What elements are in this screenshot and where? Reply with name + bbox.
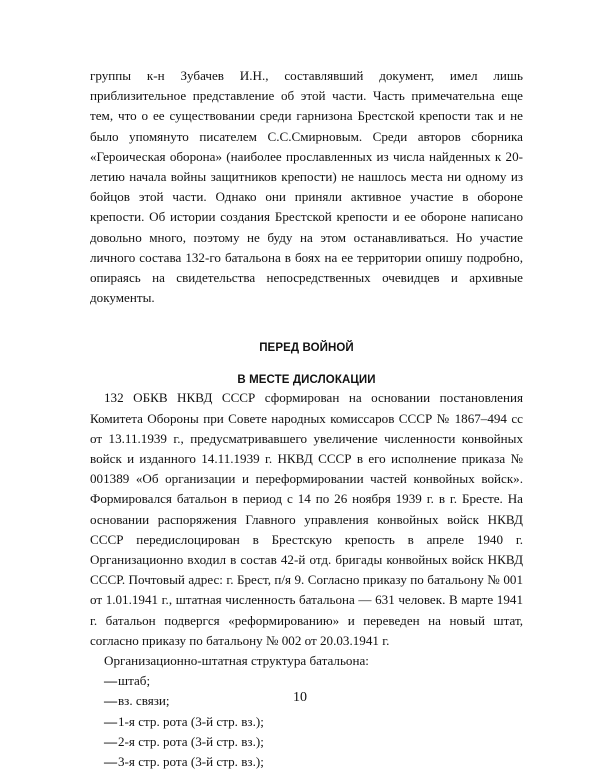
subsection-heading: В МЕСТЕ ДИСЛОКАЦИИ [237, 374, 376, 387]
main-paragraph: 132 ОБКВ НКВД СССР сформирован на основании постановления Комитета Обороны при Совете народных комиссаров СССР № 1867–494 сс от 13.11.1939 г., предусматривавшего увеличение численности конвойных войск и изданного 14.11.1939 г. НКВД СССР в его исполнение приказа № 001389 «Об организации и переформировании частей конвойных войск». Формировался батальон в период с 14 по 26 ноября 1939 г. в г. Бресте. На основании распоряжения Главного управления конвойных войск НКВД СССР передислоцирован в Брестскую крепость в апреле 1940 г. Организационно входил в состав 42-й отд. бригады конвойных войск НКВД СССР. Почтовый адрес: г. Брест, п/я 9. Согласно приказу по батальону № 001 от 1.01.1941 г., штатная численность батальона — 631 человек. В марте 1941 г. батальон подвергся «реформированию» и переведен на новый штат, согласно приказу по батальону № 002 от 20.03.1941 г. [90, 390, 523, 648]
list-item [90, 712, 523, 732]
page-body [90, 66, 523, 772]
list-item [90, 732, 523, 752]
list-item-text: штаб; [118, 673, 151, 689]
list-dash: — [104, 673, 118, 689]
section-heading: ПЕРЕД ВОЙНОЙ [259, 342, 354, 355]
page-number: 10 [293, 690, 307, 705]
list-item-text: 1-я стр. рота (3-й стр. вз.); [118, 713, 264, 729]
list-dash: — [104, 693, 118, 709]
intro-paragraph: группы к-н Зубачев И.Н., составлявший документ, имел лишь приблизительное представление об этой части. Часть примечательна еще тем, что о ее существовании среди гарнизона Брестской крепости так и не было упомянуто писателем С.С.Смирновым. Среди авторов сборника «Героическая оборона» (наиболее прославленных из числа найденных к 20-летию начала войны защитников крепости) не нашлось места ни одному из бойцов этой части. Однако они приняли активное участие в обороне крепости. Об истории создания Брестской крепости и ее обороне написано довольно много, поэтому не буду на этом останавливаться. Но участие личного состава 132-го батальона в боях на ее территории опишу подробно, опираясь на свидетельства непосредственных очевидцев и архивные документы. [90, 68, 523, 306]
list-dash: — [104, 713, 118, 729]
list-item-text: вз. связи; [118, 693, 170, 709]
list-item [90, 671, 523, 691]
list-item-text: 3-я стр. рота (3-й стр. вз.); [118, 754, 264, 770]
structure-list [90, 671, 523, 772]
list-item-text: 2-я стр. рота (3-й стр. вз.); [118, 733, 264, 749]
list-dash: — [104, 754, 118, 770]
list-item [90, 752, 523, 772]
list-dash: — [104, 733, 118, 749]
structure-intro: Организационно-штатная структура батальона: [104, 653, 369, 669]
